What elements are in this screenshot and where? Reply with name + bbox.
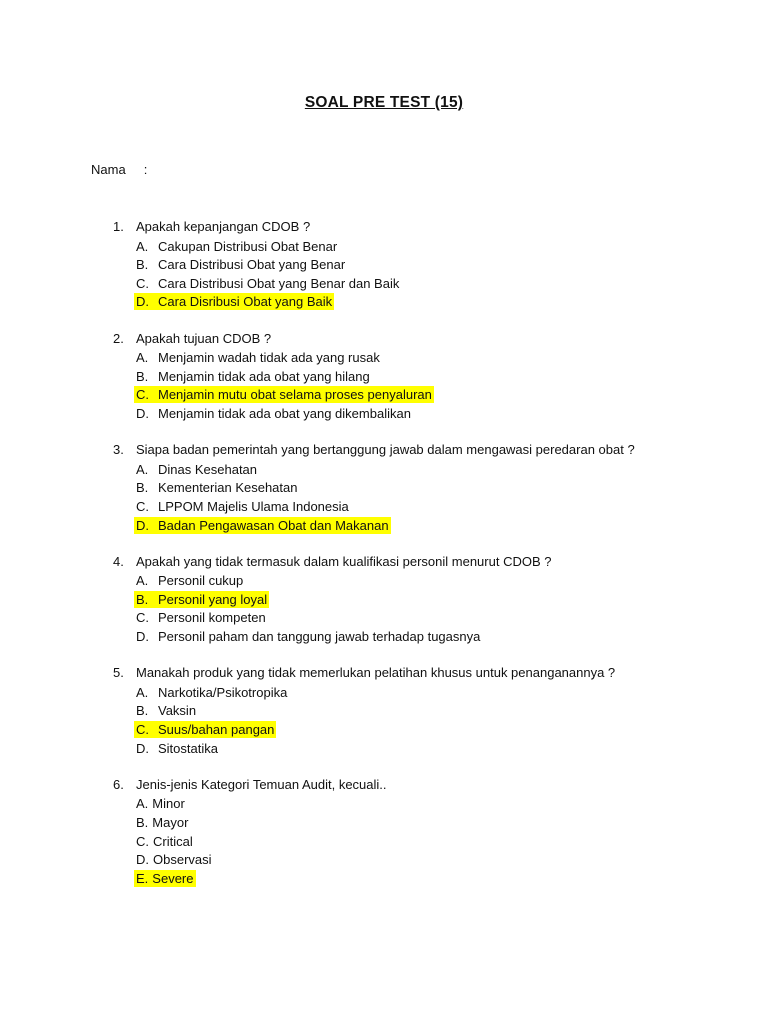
- option-text: Menjamin mutu obat selama proses penyaluran: [158, 387, 432, 403]
- answer-option: [0, 739, 768, 758]
- question-text: Siapa badan pemerintah yang bertanggung jawab dalam mengawasi peredaran obat ?: [136, 442, 635, 458]
- question-text-row: [0, 441, 768, 460]
- answer-option: [0, 478, 768, 497]
- option-letter: C.: [136, 833, 149, 849]
- question-text-row: [0, 330, 768, 349]
- page-title: SOAL PRE TEST (15): [304, 94, 464, 111]
- answer-option: [0, 869, 768, 888]
- answer-option: [0, 516, 768, 535]
- option-letter: D.: [136, 405, 149, 421]
- answer-option: [0, 832, 768, 851]
- question-list: [0, 218, 768, 906]
- highlighted-answer: [134, 517, 391, 534]
- answer-option: [0, 367, 768, 386]
- option-text: Cakupan Distribusi Obat Benar: [158, 238, 338, 254]
- name-colon: :: [143, 162, 148, 177]
- answer-text-wrap: [134, 833, 195, 850]
- option-letter: B.: [136, 591, 149, 607]
- question-item: [0, 441, 768, 534]
- answer-option: [0, 460, 768, 479]
- question-text: Apakah yang tidak termasuk dalam kualifikasi personil menurut CDOB ?: [136, 553, 552, 569]
- question-item: [0, 664, 768, 757]
- question-item: [0, 776, 768, 888]
- option-text: Menjamin tidak ada obat yang dikembalikan: [158, 405, 411, 421]
- answer-option: [0, 237, 768, 256]
- highlighted-answer: [134, 721, 276, 738]
- question-number: 1.: [113, 219, 124, 234]
- question-number: 6.: [113, 776, 124, 792]
- answer-text-wrap: [134, 740, 220, 757]
- answer-option: [0, 813, 768, 832]
- question-text: Manakah produk yang tidak memerlukan pelatihan khusus untuk penanganannya ?: [136, 665, 616, 681]
- option-letter: A.: [136, 350, 149, 366]
- highlighted-answer: [134, 591, 269, 608]
- option-letter: B.: [136, 257, 149, 273]
- option-text: Mayor: [152, 815, 189, 830]
- option-text: Cara Distribusi Obat yang Benar dan Baik: [158, 275, 400, 291]
- question-text-row: [0, 553, 768, 572]
- question-text: Apakah kepanjangan CDOB ?: [136, 219, 311, 234]
- answer-text-wrap: [134, 479, 299, 496]
- answer-option: [0, 850, 768, 869]
- question-text-row: [0, 664, 768, 683]
- option-text: Vaksin: [158, 703, 197, 719]
- option-text: Personil cukup: [158, 573, 244, 589]
- answer-text-wrap: [134, 256, 347, 273]
- option-text: Personil yang loyal: [158, 591, 268, 607]
- answer-text-wrap: [134, 238, 339, 255]
- answer-option: [0, 590, 768, 609]
- answer-option: [0, 720, 768, 739]
- answer-text-wrap: [134, 684, 289, 701]
- answer-text-wrap: [134, 814, 190, 831]
- option-text: Critical: [153, 833, 193, 849]
- answer-text-wrap: [134, 498, 351, 515]
- option-text: Sitostatika: [158, 740, 218, 756]
- answer-option: [0, 292, 768, 311]
- option-letter: B.: [136, 480, 149, 496]
- option-letter: D.: [136, 517, 149, 533]
- option-letter: D.: [136, 852, 149, 868]
- answer-option: [0, 627, 768, 646]
- name-field-label: [91, 162, 147, 177]
- highlighted-answer: [134, 386, 434, 403]
- answer-text-wrap: [134, 405, 413, 422]
- answer-text-wrap: [134, 275, 401, 292]
- option-text: Menjamin tidak ada obat yang hilang: [158, 368, 370, 384]
- name-label: Nama: [91, 162, 126, 177]
- option-text: Personil kompeten: [158, 610, 266, 626]
- question-number: 5.: [113, 665, 124, 681]
- option-letter: D.: [136, 740, 149, 756]
- option-text: Observasi: [153, 852, 212, 868]
- answer-text-wrap: [134, 702, 198, 719]
- answer-text-wrap: [134, 368, 372, 385]
- answer-text-wrap: [134, 609, 268, 626]
- option-letter: B.: [136, 815, 149, 830]
- option-text: Narkotika/Psikotropika: [158, 684, 288, 700]
- option-text: Cara Distribusi Obat yang Benar: [158, 257, 346, 273]
- question-text-row: [0, 776, 768, 795]
- question-item: [0, 330, 768, 423]
- question-item: [0, 218, 768, 311]
- question-number: 2.: [113, 330, 124, 346]
- option-letter: B.: [136, 703, 149, 719]
- option-letter: A.: [136, 461, 149, 477]
- answer-text-wrap: [134, 461, 259, 478]
- option-letter: C.: [136, 610, 149, 626]
- option-text: Badan Pengawasan Obat dan Makanan: [158, 517, 389, 533]
- option-text: Suus/bahan pangan: [158, 722, 275, 738]
- answer-option: [0, 571, 768, 590]
- option-text: Dinas Kesehatan: [158, 461, 258, 477]
- option-letter: C.: [136, 498, 149, 514]
- answer-option: [0, 255, 768, 274]
- answer-option: [0, 497, 768, 516]
- answer-option: [0, 794, 768, 813]
- answer-option: [0, 701, 768, 720]
- answer-option: [0, 404, 768, 423]
- answer-option: [0, 385, 768, 404]
- option-letter: A.: [136, 684, 149, 700]
- question-number: 4.: [113, 553, 124, 569]
- option-letter: B.: [136, 368, 149, 384]
- option-text: Cara Disribusi Obat yang Baik: [158, 294, 333, 310]
- option-text: Kementerian Kesehatan: [158, 480, 298, 496]
- answer-option: [0, 348, 768, 367]
- answer-option: [0, 608, 768, 627]
- answer-text-wrap: [134, 628, 482, 645]
- option-letter: C.: [136, 387, 149, 403]
- answer-text-wrap: [134, 795, 187, 812]
- option-text: LPPOM Majelis Ulama Indonesia: [158, 498, 349, 514]
- question-text-row: [0, 218, 768, 237]
- question-item: [0, 553, 768, 646]
- option-letter: D.: [136, 629, 149, 645]
- highlighted-answer: [134, 870, 196, 887]
- answer-option: [0, 683, 768, 702]
- option-text: Menjamin wadah tidak ada yang rusak: [158, 350, 380, 366]
- answer-option: [0, 274, 768, 293]
- highlighted-answer: [134, 293, 334, 310]
- option-letter: E.: [136, 870, 149, 886]
- option-letter: C.: [136, 722, 149, 738]
- option-text: Severe: [152, 870, 194, 886]
- question-number: 3.: [113, 442, 124, 458]
- option-letter: A.: [136, 238, 149, 254]
- option-letter: A.: [136, 573, 149, 589]
- option-letter: C.: [136, 275, 149, 291]
- answer-text-wrap: [134, 349, 382, 366]
- option-letter: A.: [136, 796, 149, 812]
- option-text: Minor: [152, 796, 185, 812]
- answer-text-wrap: [134, 572, 245, 589]
- question-text: Jenis-jenis Kategori Temuan Audit, kecuali..: [136, 776, 387, 792]
- question-text: Apakah tujuan CDOB ?: [136, 330, 272, 346]
- option-text: Personil paham dan tanggung jawab terhadap tugasnya: [158, 629, 481, 645]
- option-letter: D.: [136, 294, 149, 310]
- answer-text-wrap: [134, 851, 214, 868]
